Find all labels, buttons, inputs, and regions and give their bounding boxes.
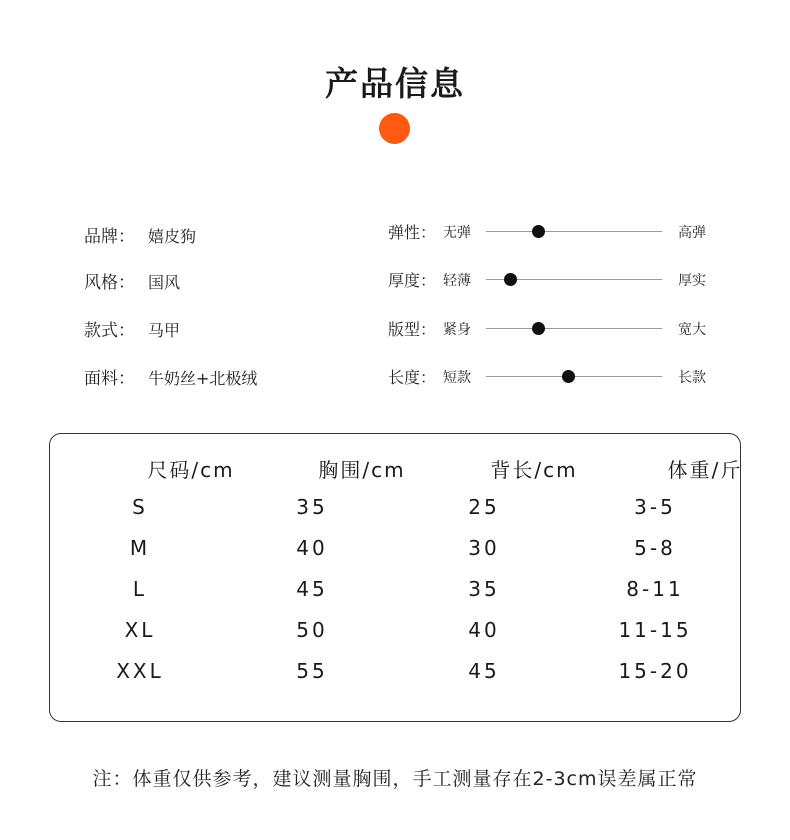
table-cell-chest: 35 <box>296 495 328 519</box>
scale-track <box>486 328 662 329</box>
scale-low-label: 紧身 <box>443 322 471 338</box>
table-cell-chest: 55 <box>296 659 328 683</box>
table-cell-back: 35 <box>468 577 500 601</box>
scale-high-label: 高弹 <box>678 225 706 241</box>
scale-knob <box>532 225 545 238</box>
table-cell-weight: 5-8 <box>634 536 676 560</box>
table-cell-back: 40 <box>468 618 500 642</box>
table-cell-weight: 3-5 <box>634 495 676 519</box>
attribute-value: 国风 <box>148 273 181 292</box>
table-cell-weight: 11-15 <box>618 618 692 642</box>
table-cell-back: 30 <box>468 536 500 560</box>
table-header-cell: 体重/斤 <box>667 458 743 482</box>
table-cell-size: L <box>132 577 148 601</box>
table-cell-back: 25 <box>468 495 500 519</box>
scale-label: 弹性： <box>388 223 437 242</box>
table-cell-chest: 45 <box>296 577 328 601</box>
scale-knob <box>504 273 517 286</box>
scale-knob <box>562 370 575 383</box>
attribute-brand <box>84 222 196 247</box>
attribute-type <box>84 316 180 341</box>
page-title: 产品信息 <box>325 64 465 103</box>
table-cell-size: S <box>132 495 148 519</box>
scale-label: 厚度： <box>388 271 437 290</box>
table-cell-weight: 8-11 <box>626 577 684 601</box>
scale-thickness <box>388 266 718 290</box>
attribute-label: 款式： <box>84 321 135 341</box>
footnote: 注：体重仅供参考，建议测量胸围，手工测量存在2-3cm误差属正常 <box>92 768 698 790</box>
attribute-value: 马甲 <box>148 321 181 340</box>
table-header-cell: 胸围/cm <box>318 458 406 482</box>
scale-label: 长度： <box>388 368 437 387</box>
table-header-cell: 尺码/cm <box>147 458 235 482</box>
scale-low-label: 短款 <box>443 370 471 386</box>
scale-knob <box>532 322 545 335</box>
table-row <box>50 495 740 525</box>
attribute-value: 牛奶丝+北极绒 <box>148 369 258 388</box>
attribute-style <box>84 268 180 293</box>
table-row <box>50 577 740 607</box>
table-cell-weight: 15-20 <box>618 659 692 683</box>
table-row <box>50 618 740 648</box>
scale-high-label: 宽大 <box>678 322 706 338</box>
scale-elasticity <box>388 218 718 242</box>
scale-high-label: 长款 <box>678 370 706 386</box>
scale-track <box>486 231 662 232</box>
attribute-value: 嬉皮狗 <box>148 227 197 246</box>
table-header-row <box>50 454 743 484</box>
attribute-label: 风格： <box>84 273 135 293</box>
table-cell-size: M <box>129 536 151 560</box>
table-cell-back: 45 <box>468 659 500 683</box>
scale-fit <box>388 315 718 339</box>
table-header-cell: 背长/cm <box>490 458 578 482</box>
scale-length <box>388 363 718 387</box>
table-row <box>50 659 740 689</box>
table-cell-size: XXL <box>116 659 164 683</box>
size-table-box <box>49 433 741 722</box>
scale-low-label: 无弹 <box>443 225 471 241</box>
scale-high-label: 厚实 <box>678 273 706 289</box>
table-cell-size: XL <box>124 618 156 642</box>
attribute-label: 面料： <box>84 369 135 389</box>
table-row <box>50 536 740 566</box>
scale-label: 版型： <box>388 320 437 339</box>
scale-low-label: 轻薄 <box>443 273 471 289</box>
table-cell-chest: 50 <box>296 618 328 642</box>
table-cell-chest: 40 <box>296 536 328 560</box>
attribute-label: 品牌： <box>84 227 135 247</box>
attribute-fabric <box>84 364 257 389</box>
accent-dot <box>379 113 410 144</box>
